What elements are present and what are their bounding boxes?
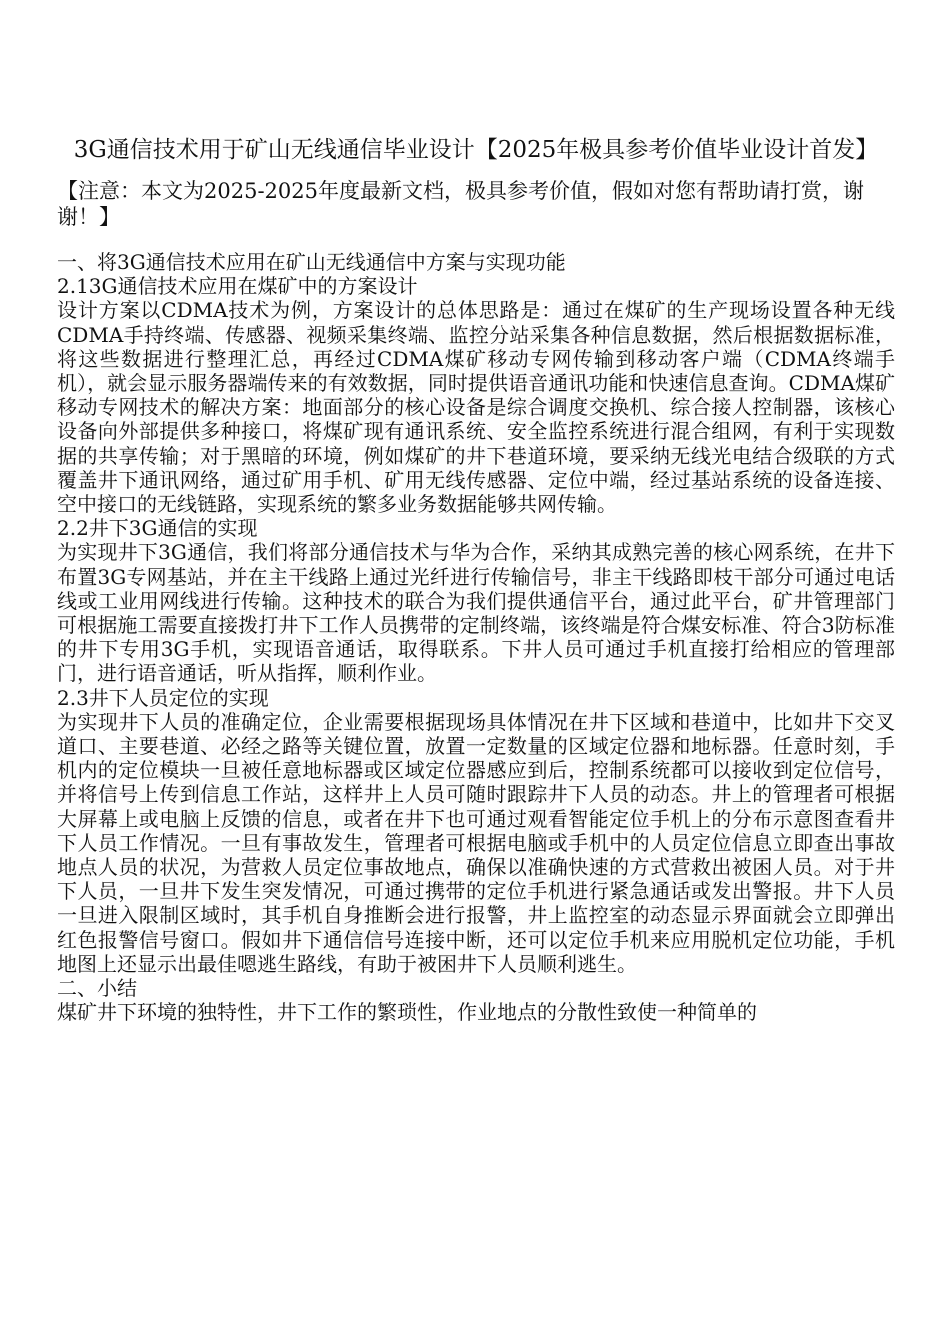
section-1-heading: 一、将3G通信技术应用在矿山无线通信中方案与实现功能	[57, 250, 566, 274]
subsection-2-3-body: 为实现井下人员的准确定位，企业需要根据现场具体情况在井下区域和巷道中，比如井下交叉道口、主要巷道、必经之路等关键位置，放置一定数量的区域定位器和地标器。任意时刻，手机内的定位模块一旦被任意地标器或区域定位器感应到后，控制系统都可以接收到定位信号，并将信号上传到信息工作站，这样井上人员可随时跟踪井下人员的动态。井上的管理者可根据大屏幕上或电脑上反馈的信息，或者在井下也可通过观看智能定位手机上的分布示意图查看井下人员工作情况。一旦有事故发生，管理者可根据电脑或手机中的人员定位信息立即查出事故地点人员的状况，为营救人员定位事故地点，确保以准确快速的方式营救出被困人员。对于井下人员，一旦井下发生突发情况，可通过携带的定位手机进行紧急通话或发出警报。井下人员一旦进入限制区域时，其手机自身推断会进行报警，井上监控室的动态显示界面就会立即弹出红色报警信号窗口。假如井下通信信号连接中断，还可以定位手机来应用脱机定位功能，手机地图上还显示出最佳嗯逃生路线，有助于被困井下人员顺利逃生。	[57, 709, 895, 976]
subsection-2-1-body: 设计方案以CDMA技术为例，方案设计的总体思路是：通过在煤矿的生产现场设置各种无线CDMA手持终端、传感器、视频采集终端、监控分站采集各种信息数据，然后根据数据标准，将这些数据进行整理汇总，再经过CDMA煤矿移动专网传输到移动客户端（CDMA终端手机），就会显示服务器端传来的有效数据，同时提供语音通讯功能和快速信息查询。CDMA煤矿移动专网技术的解决方案：地面部分的核心设备是综合调度交换机、综合接人控制器，该核心设备向外部提供多种接口，将煤矿现有通讯系统、安全监控系统进行混合组网，有利于实现数据的共享传输；对于黑暗的环境，例如煤矿的井下巷道环境，要采纳无线光电结合级联的方式覆盖井下通讯网络，通过矿用手机、矿用无线传感器、定位中端，经过基站系统的设备连接、空中接口的无线链路，实现系统的繁多业务数据能够共网传输。	[57, 298, 895, 517]
notice-text: 【注意：本文为2025-2025年度最新文档，极具参考价值，假如对您有帮助请打赏，谢谢！】	[57, 179, 864, 229]
subsection-2-3-heading: 2.3井下人员定位的实现	[57, 685, 269, 710]
subsection-2-1-heading: 2.13G通信技术应用在煤矿中的方案设计	[57, 274, 418, 299]
section-2-heading: 二、小结	[57, 976, 137, 1001]
subsection-2-2-body: 为实现井下3G通信，我们将部分通信技术与华为合作，采纳其成熟完善的核心网系统，在井下布置3G专网基站，并在主干线路上通过光纤进行传输信号，非主干线路即枝干部分可通过电话线或工业用网线进行传输。这种技术的联合为我们提供通信平台，通过此平台，矿井管理部门可根据施工需要直接拨打井下工作人员携带的定制终端，该终端是符合煤安标准、符合3防标准的井下专用3G手机，实现语音通话，取得联系。下井人员可通过手机直接打给相应的管理部门，进行语音通话，听从指挥，顺利作业。	[57, 540, 895, 686]
document-page	[57, 128, 895, 1025]
section-2-body: 煤矿井下环境的独特性，井下工作的繁琐性，作业地点的分散性致使一种简单的	[57, 1000, 757, 1025]
subsection-2-2-heading: 2.2井下3G通信的实现	[57, 516, 258, 541]
document-title: 3G通信技术用于矿山无线通信毕业设计【2025年极具参考价值毕业设计首发】	[73, 137, 879, 163]
